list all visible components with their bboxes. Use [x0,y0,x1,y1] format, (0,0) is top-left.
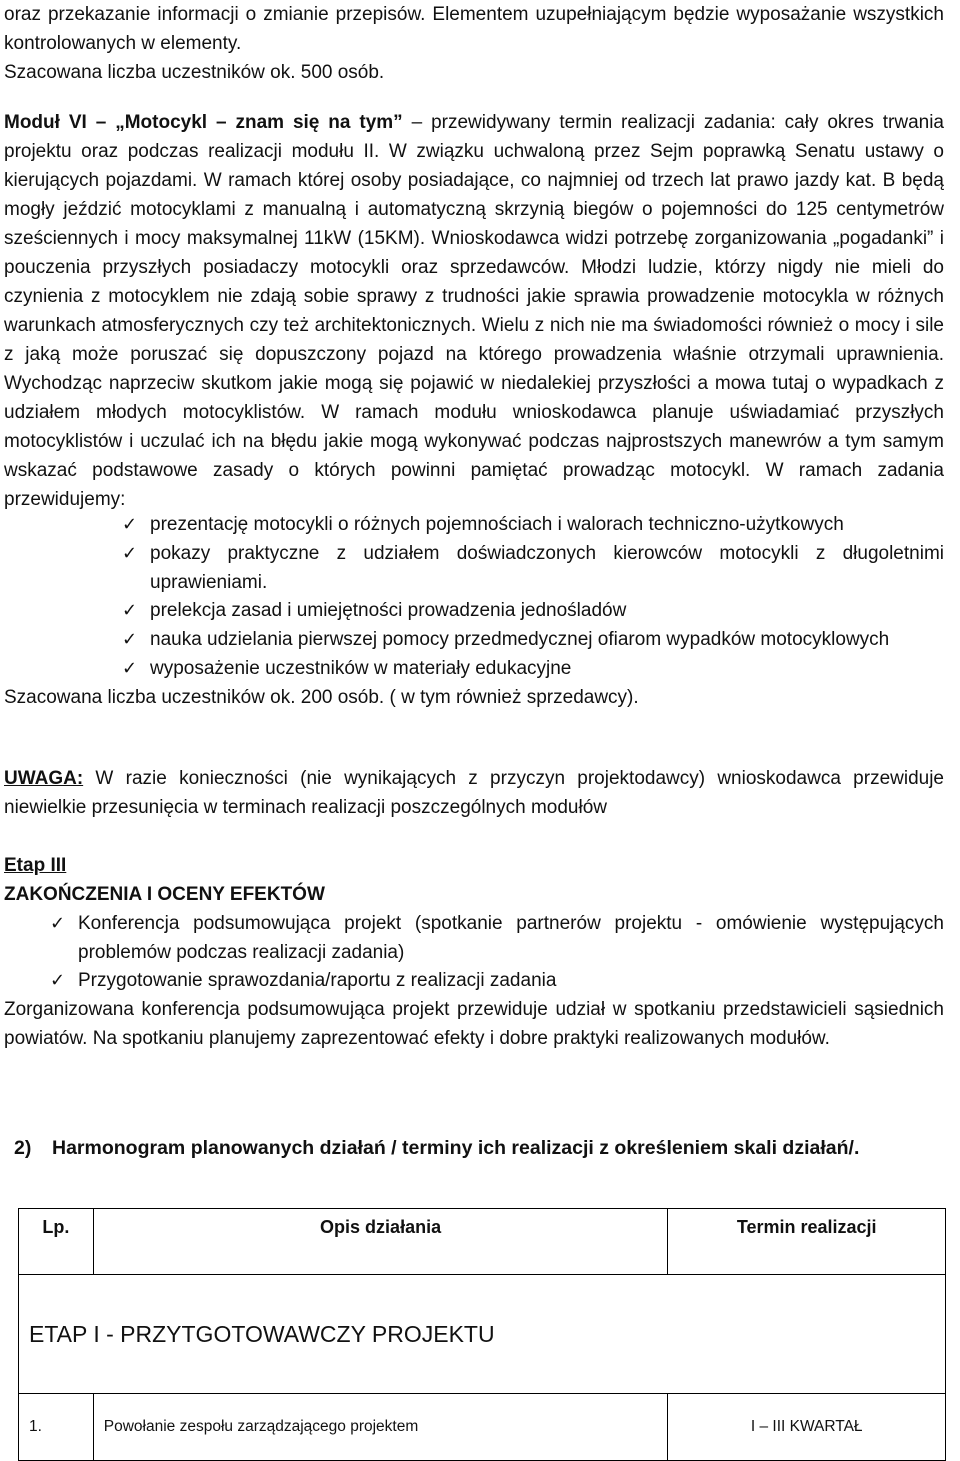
stage3-title: Etap III [4,855,67,876]
note-label: UWAGA: [4,768,84,789]
checklist-item [122,596,627,625]
row-lp: 1. [19,1394,94,1461]
checklist-item [122,625,890,654]
checklist-item-text: prelekcja zasad i umiejętności prowadzenia jednośladów [150,600,627,621]
check-mark-icon: ✓ [50,970,66,991]
section2-heading [14,1134,914,1163]
stage3-body: Zorganizowana konferencja podsumowująca projekt przewiduje udział w spotkaniu przedstawicieli sąsiednich powiatów. Na spotkaniu planujemy zaprezentować efekty i dobre praktyki realizowanych modułów. [4,999,944,1049]
stage3-subtitle: ZAKOŃCZENIA I OCENY EFEKTÓW [4,884,325,905]
checklist-item [122,539,944,597]
module6-paragraph [4,108,944,514]
checklist-item-text: prezentację motocykli o różnych pojemnościach i walorach techniczno-użytkowych [150,514,844,535]
check-mark-icon: ✓ [122,629,138,650]
check-mark-icon: ✓ [50,913,66,934]
checklist-item [50,966,557,995]
section2-title: Harmonogram planowanych działań / terminy ich realizacji z określeniem skali działań/. [52,1137,860,1159]
checklist-item-text: Konferencja podsumowująca projekt (spotkanie partnerów projektu - omówienie występujących problemów podczas realizacji zadania) [78,913,944,963]
table-header-row [19,1209,946,1275]
header-termin: Termin realizacji [668,1209,946,1275]
checklist-item-text: Przygotowanie sprawozdania/raportu z realizacji zadania [78,970,557,991]
checklist-item [122,654,572,683]
check-mark-icon: ✓ [122,600,138,621]
intro-count: Szacowana liczba uczestników ok. 500 osób. [4,62,385,83]
stage-label: ETAP I - PRZYTGOTOWAWCZY PROJEKTU [19,1275,946,1394]
section2-number: 2) [14,1137,32,1159]
intro-paragraph [4,0,944,87]
check-mark-icon: ✓ [122,514,138,535]
schedule-table [18,1208,946,1461]
check-mark-icon: ✓ [122,543,138,564]
module6-title: Moduł VI – „Motocykl – znam się na tym” [4,112,403,133]
module6-body: – przewidywany termin realizacji zadania: cały okres trwania projektu oraz podczas realizacji modułu II. W związku uchwaloną przez Sejm poprawką Senatu ustawy o kierujących pojazdami. W ramach której osoby posiadające, co najmniej od trzech lat prawo jazdy kat. B będą mogły jeździć motocyklami z manualną i automatyczną skrzynią biegów o pojemności do 125 centymetrów sześciennych i mocy maksymalnej 11kW (15KM). Wnioskodawca widzi potrzebę zorganizowania „pogadanki” i pouczenia przyszłych posiadaczy motocykli oraz sprzedawców. Młodzi ludzie, którzy nigdy nie mieli do czynienia z motocyklem nie zdają sobie sprawy z trudności jakie sprawia prowadzenie motocykla w różnych warunkach atmosferycznych czy też architektonicznych. Wielu z nich nie ma świadomości również o mocy i sile z jaką może poruszać się dopuszczony pojazd na którego prowadzenia właśnie otrzymali uprawnienia. Wychodząc naprzeciw skutkom jakie mogą się pojawić w niedalekiej przyszłości a mowa tutaj o wypadkach z udziałem młodych motocyklistów. W ramach modułu wnioskodawca planuje uświadamiać przyszłych motocyklistów i uczulać ich na błędu jakie mogą wykonywać podczas najprostszych manewrów a tym samym wskazać podstawowe zasady o których powinni pamiętać prowadząc motocykl. W ramach zadania przewidujemy: [4,112,944,510]
table-row [19,1394,946,1461]
note-text: W razie konieczności (nie wynikających z przyczyn projektodawcy) wnioskodawca przewiduje niewielkie przesunięcia w terminach realizacji poszczególnych modułów [4,768,944,818]
intro-text: oraz przekazanie informacji o zmianie przepisów. Elementem uzupełniającym będzie wyposażanie wszystkich kontrolowanych w elementy. [4,4,944,54]
note-paragraph [4,764,944,822]
checklist-item [50,909,944,967]
table-stage-row [19,1275,946,1394]
header-lp: Lp. [19,1209,94,1275]
check-mark-icon: ✓ [122,658,138,679]
module6-count: Szacowana liczba uczestników ok. 200 osób. ( w tym również sprzedawcy). [4,687,639,708]
checklist-item-text: nauka udzielania pierwszej pomocy przedmedycznej ofiarom wypadków motocyklowych [150,629,890,650]
checklist-item-text: wyposażenie uczestników w materiały edukacyjne [150,658,572,679]
checklist-item-text: pokazy praktyczne z udziałem doświadczonych kierowców motocykli z długoletnimi uprawieniami. [150,543,944,593]
checklist-item [122,510,844,539]
row-opis: Powołanie zespołu zarządzającego projektem [93,1394,668,1461]
header-opis: Opis działania [93,1209,668,1275]
row-termin: I – III KWARTAŁ [668,1394,946,1461]
